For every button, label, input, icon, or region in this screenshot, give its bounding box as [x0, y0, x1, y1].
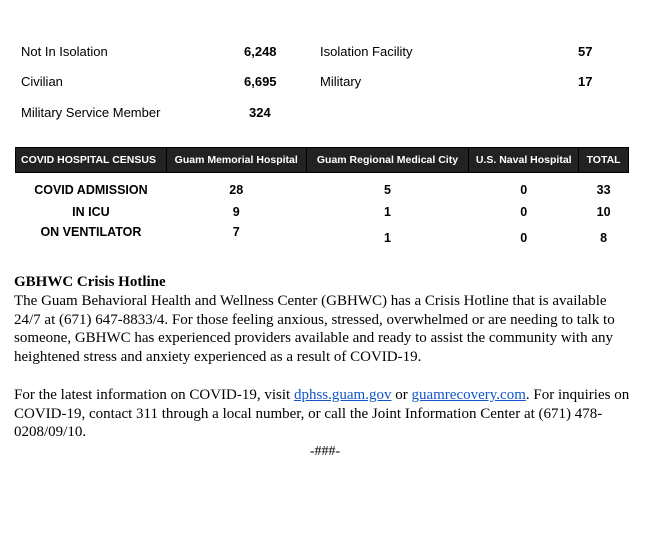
cell-grmc: 1 [383, 205, 391, 219]
table-row [16, 201, 629, 223]
isolation-facility-label: Isolation Facility [320, 44, 413, 59]
cell-usnh: 0 [520, 205, 528, 219]
table-row [16, 223, 629, 253]
info-middle: or [391, 387, 412, 403]
civilian-label: Civilian [21, 74, 63, 89]
hotline-title: GBHWC Crisis Hotline [14, 274, 166, 290]
info-suffix: . For inquiries on COVID-19, contact 311 through a local number, or call the Joint Information Center at (671) 478-0208/09/10. [14, 387, 630, 440]
info-paragraph [14, 386, 634, 442]
cell-gmh: 7 [232, 225, 240, 239]
military-label: Military [320, 74, 362, 89]
table-row [16, 173, 629, 202]
military-service-member-label: Military Service Member [21, 105, 161, 120]
cell-usnh: 0 [520, 183, 528, 197]
military-value: 17 [578, 74, 593, 89]
hospital-census-table [15, 147, 629, 253]
not-in-isolation-label: Not In Isolation [21, 44, 108, 59]
cell-usnh: 0 [520, 231, 528, 245]
military-service-member-value: 324 [249, 105, 271, 120]
guamrecovery-link[interactable]: guamrecovery.com [411, 387, 526, 403]
isolation-facility-value: 57 [578, 44, 593, 59]
census-header-gmh: Guam Memorial Hospital [166, 148, 306, 173]
cell-grmc: 5 [383, 183, 391, 197]
row-label: ON VENTILATOR [40, 225, 142, 239]
row-label: COVID ADMISSION [34, 183, 148, 197]
cell-gmh: 9 [232, 205, 240, 219]
cell-total: 33 [596, 183, 611, 197]
census-header-title: COVID HOSPITAL CENSUS [16, 148, 167, 173]
dphss-link[interactable]: dphss.guam.gov [293, 387, 392, 403]
not-in-isolation-value: 6,248 [244, 44, 277, 59]
cell-gmh: 28 [229, 183, 244, 197]
census-header-total: TOTAL [579, 148, 629, 173]
census-header-usnh: U.S. Naval Hospital [469, 148, 579, 173]
cell-total: 10 [596, 205, 611, 219]
cell-grmc: 1 [383, 231, 391, 245]
end-mark: -###- [309, 444, 341, 459]
hotline-paragraph: The Guam Behavioral Health and Wellness Center (GBHWC) has a Crisis Hotline that is available 24/7 at (671) 647-8833/4. For those feeling anxious, stressed, overwhelmed or are needing to talk to someone, GBHWC has experienced providers available and ready to assist the community with any heightened stress and anxiety experienced as a result of COVID-19. [14, 293, 615, 365]
census-header-row [16, 148, 629, 173]
row-label: IN ICU [72, 205, 110, 219]
civilian-value: 6,695 [244, 74, 277, 89]
census-header-grmc: Guam Regional Medical City [306, 148, 469, 173]
info-prefix: For the latest information on COVID-19, visit [14, 387, 294, 403]
cell-total: 8 [600, 231, 608, 245]
